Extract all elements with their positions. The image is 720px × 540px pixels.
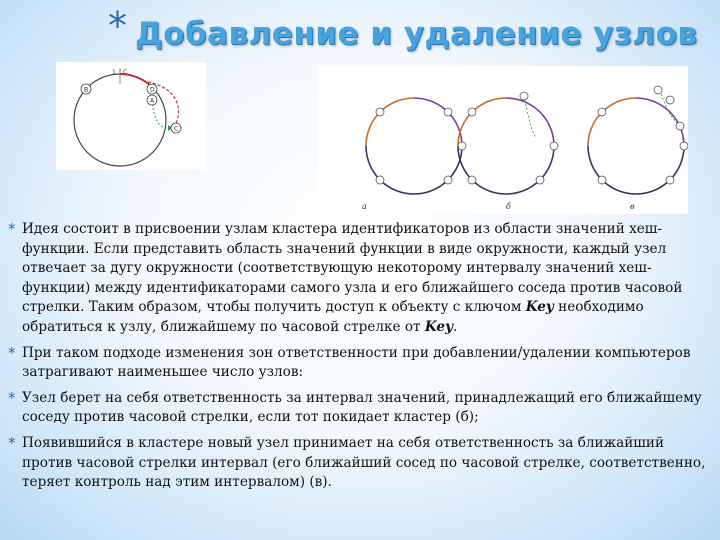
bullet-star: * [8, 220, 16, 238]
ring-c [588, 86, 688, 194]
node-d [147, 84, 157, 94]
title-bullet-star: * [108, 4, 127, 48]
bullet-node-joins [8, 434, 708, 493]
bullet-node-leaves [8, 389, 708, 428]
bullet-text: При таком подходе изменения зон ответственности при добавлении/удалении компьютеров затрагивают наименьшее число узлов: [22, 344, 691, 381]
node-c-label: C [174, 125, 179, 133]
axis-label-c: C [123, 69, 128, 76]
bullet-text-end: . [452, 318, 458, 335]
bullet-star: * [8, 343, 16, 362]
axis-label-1: 1 [112, 69, 116, 76]
bullet-text-cont: необходимо обратиться к узлу, ближайшему по часовой стрелке от [22, 299, 644, 335]
title-row [108, 4, 697, 60]
ring-diagram-triple [318, 66, 688, 214]
bullet-consistent-hashing [8, 220, 708, 338]
figure-ring-single [56, 62, 206, 170]
bullet-text: Идея состоит в присвоении узлам кластера идентификаторов из области значений хеш-функции. Если представить область значений функции в виде окружности, каждый узел отвечает за дугу окружности (соответствующую некоторому интервалу значений хеш-функции) между идентификаторами самого узла и его ближайшего соседа против часовой стрелки. Таким образом, чтобы получить доступ к объекту с ключом [22, 221, 683, 316]
bullet-star: * [8, 433, 16, 452]
node-a-label: A [150, 97, 155, 105]
node-b [81, 84, 91, 94]
bullet-text: Узел берет на себя ответственность за интервал значений, принадлежащий его ближайшему соседу против часовой стрелки, если тот покидает кластер (б); [22, 389, 702, 426]
node-b-label: B [84, 86, 89, 94]
bullet-list [8, 220, 708, 499]
caption-a: а [362, 202, 367, 211]
ring-a [366, 98, 466, 194]
ring-b [458, 92, 558, 194]
key-term: Key [525, 299, 554, 316]
caption-b: б [506, 202, 511, 211]
figure-rings-triple [318, 66, 688, 214]
ring-diagram-single [56, 62, 206, 170]
key-term: Key [424, 318, 453, 335]
slide-title: Добавление и удаление узлов [135, 16, 698, 52]
caption-c: в [630, 202, 635, 211]
bullet-text: Появившийся в кластере новый узел принимает на себя ответственность за ближайший против часовой стрелки интервал (его ближайший сосед по часовой стрелке, соответственно, теряет контроль над этим интервалом) (в). [22, 434, 706, 491]
bullet-minimal-changes [8, 344, 708, 383]
node-d-label: D [150, 86, 155, 94]
node-a [147, 95, 157, 105]
node-c [171, 123, 181, 133]
bullet-star: * [8, 388, 16, 407]
